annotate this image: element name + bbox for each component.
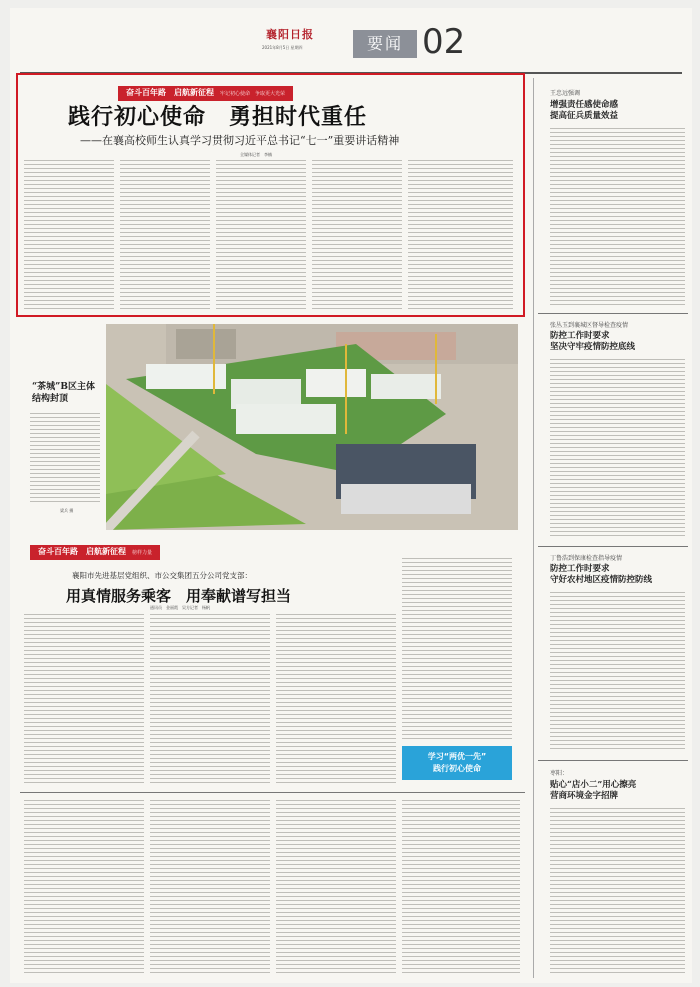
- sidebar-headline-line1: 防控工作时要求: [550, 331, 610, 341]
- sidebar-headline-line2: 守好农村地区疫情防控防线: [550, 575, 653, 585]
- second-article-body-col3: [276, 614, 396, 784]
- newspaper-logo: 襄阳日报: [266, 28, 314, 41]
- page-number: 02: [422, 22, 466, 62]
- feature-box-line2: 践行初心使命: [433, 764, 481, 773]
- sidebar-headline-line1: 增强责任感使命感: [550, 100, 619, 110]
- sidebar-headline-line2: 提高征兵质量效益: [550, 111, 619, 121]
- sidebar-headline-line2: 坚决守牢疫情防控底线: [550, 342, 636, 352]
- sidebar-body: [550, 359, 685, 539]
- aerial-construction-image: [106, 324, 518, 530]
- sidebar-rule: [538, 313, 688, 314]
- photo-credit: 梁兵 摄: [60, 508, 74, 513]
- sidebar-headline: [550, 780, 636, 802]
- feature-box: [402, 746, 512, 780]
- section-divider: [20, 792, 525, 793]
- second-article-banner: [30, 545, 160, 560]
- banner-text: 奋斗百年路 启航新征程: [38, 547, 126, 556]
- sidebar-body: [550, 808, 685, 976]
- construction-site-photo: [106, 324, 518, 530]
- sidebar-body: [550, 592, 685, 752]
- sidebar-headline: [550, 331, 635, 353]
- second-article-title: 用真情服务乘客 用奉献谱写担当: [66, 587, 292, 605]
- bottom-article-col1: [24, 800, 144, 976]
- second-article-body-col4: [402, 558, 512, 742]
- banner-subtext: 牢记初心使命 争取更大光荣: [220, 91, 286, 97]
- highlight-frame: [16, 73, 525, 317]
- sidebar-headline: [550, 100, 618, 122]
- newspaper-page: [10, 8, 692, 983]
- sidebar-headline: [550, 564, 652, 586]
- sidebar-rule: [538, 760, 688, 761]
- sidebar-kicker: 枣阳：: [550, 770, 569, 777]
- lead-article-title: 践行初心使命 勇担时代重任: [68, 104, 368, 130]
- sidebar-kicker: 丁鲁浩到保康检查指导疫情: [550, 555, 623, 562]
- bottom-article-col4: [402, 800, 520, 976]
- photo-caption: “茶城”B区主体结构封顶: [32, 382, 95, 404]
- second-article-byline: 通讯员 金丽霞 吴方记者 杨帆: [150, 605, 210, 610]
- sidebar-body: [550, 128, 685, 306]
- second-article-body-col1: [24, 614, 144, 784]
- sidebar-headline-line1: 防控工作时要求: [550, 564, 610, 574]
- feature-box-line1: 学习“两优一先”: [427, 752, 487, 761]
- second-article-kicker: 襄阳市先进基层党组织、市公交集团五分公司党支部：: [72, 571, 252, 580]
- second-article-body-col2: [150, 614, 270, 784]
- photo-caption-text: [30, 413, 100, 505]
- section-label: 要闻: [353, 30, 417, 58]
- bottom-article-col3: [276, 800, 396, 976]
- sidebar-headline-line2: 营商环境金字招牌: [550, 791, 619, 801]
- sidebar-headline-line1: 贴心“店小二”用心擦亮: [550, 780, 637, 790]
- lead-article-subtitle: ——在襄高校师生认真学习贯彻习近平总书记“七一”重要讲话精神: [80, 134, 400, 147]
- bottom-article-col2: [150, 800, 270, 976]
- banner-subtext: 榜样力量: [132, 550, 153, 556]
- sidebar-kicker: 张丛玉到襄城区督导检查疫情: [550, 322, 629, 329]
- issue-date: 2021年8月5日 星期四: [262, 45, 303, 50]
- sidebar-kicker: 王忠远强调: [550, 90, 581, 97]
- banner-text: 奋斗百年路 启航新征程: [126, 88, 214, 97]
- sidebar-rule: [538, 546, 688, 547]
- lead-article-byline: 全媒体记者 李楠: [240, 152, 272, 157]
- column-divider: [533, 78, 534, 978]
